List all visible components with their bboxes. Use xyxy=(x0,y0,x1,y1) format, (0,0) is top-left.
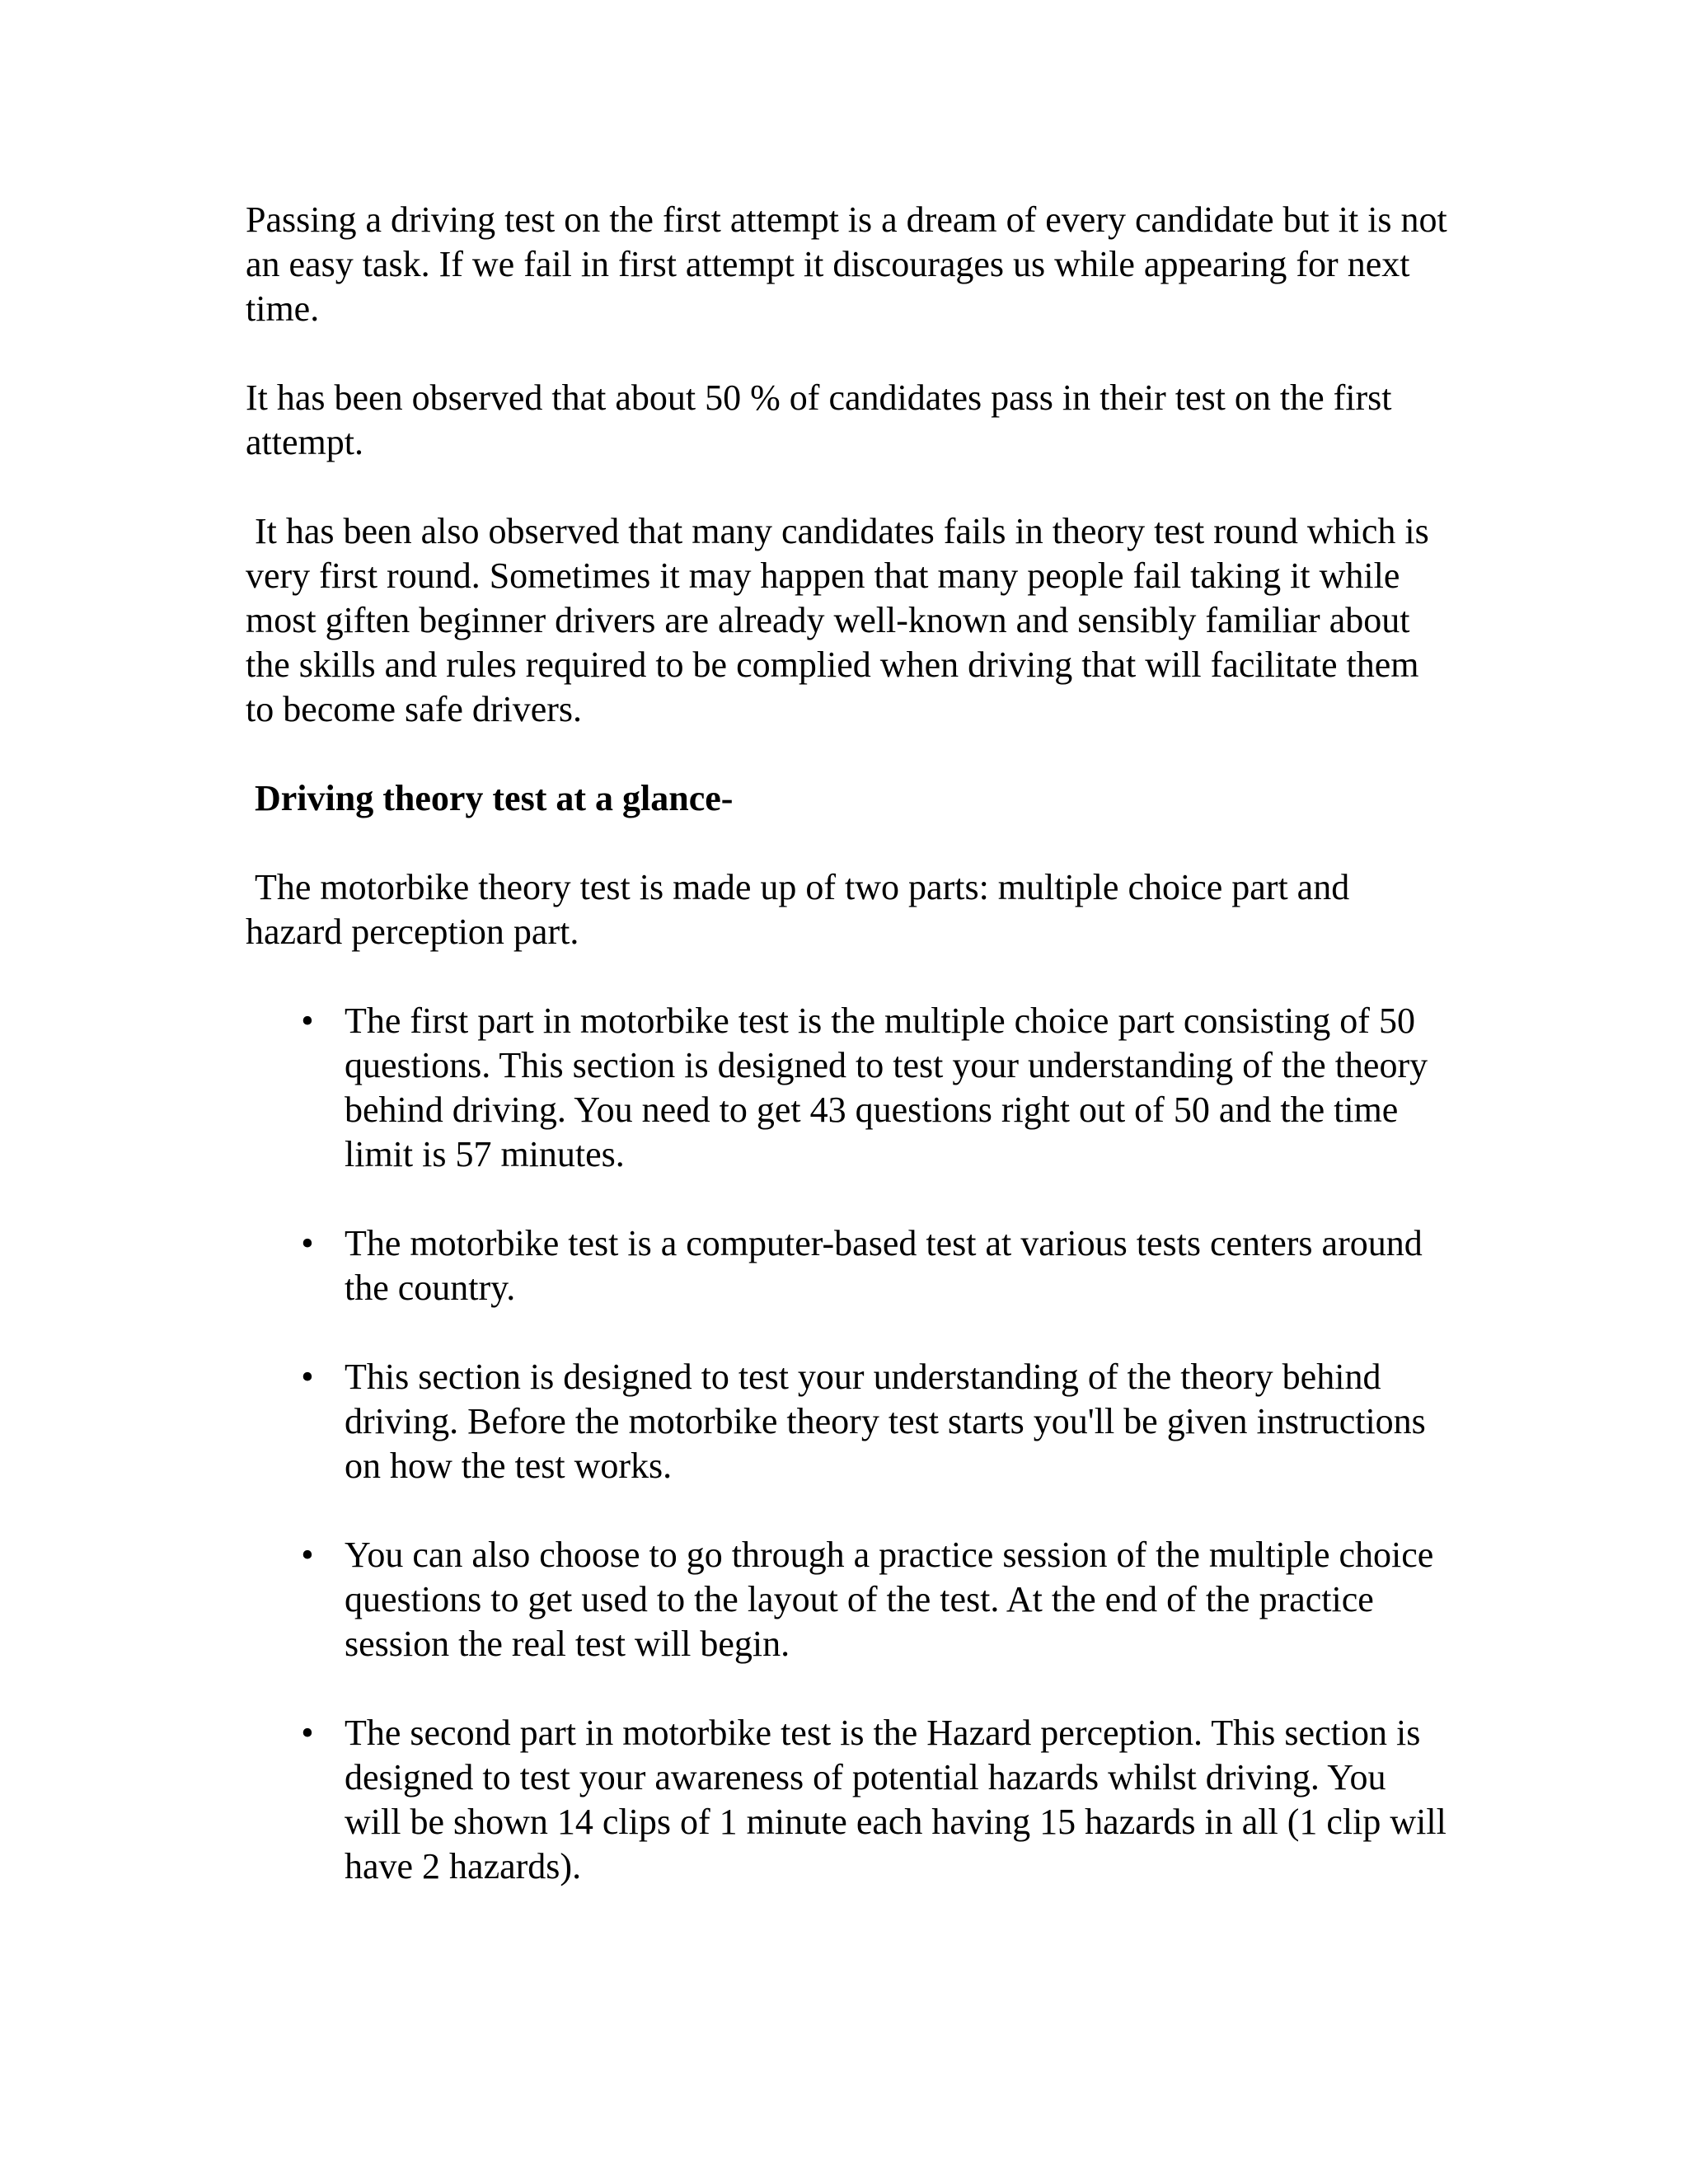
list-item-text: This section is designed to test your understanding of the theory behind driving. Before the motorbike theory test starts you'll be given instructions on how the test works. xyxy=(345,1357,1426,1486)
document-body xyxy=(246,198,1456,1889)
list-item-text: You can also choose to go through a practice session of the multiple choice questions to get used to the layout of the test. At the end of the practice session the real test will begin. xyxy=(345,1535,1434,1664)
list-item-text: The motorbike test is a computer-based test at various tests centers around the country. xyxy=(345,1223,1423,1308)
bullet-icon: • xyxy=(301,1535,314,1575)
paragraph-theory-round: It has been also observed that many candidates fails in theory test round which is very first round. Sometimes it may happen that many people fail taking it while most giften beginner drivers are already well-known and sensibly familiar about the skills and rules required to be complied when driving that will facilitate them to become safe drivers. xyxy=(246,511,1438,729)
list-item xyxy=(246,1711,1449,1889)
bullet-icon: • xyxy=(301,1223,314,1263)
bullet-icon: • xyxy=(301,1713,314,1753)
list-item-text: The first part in motorbike test is the multiple choice part consisting of 50 questions. This section is designed to test your understanding of the theory behind driving. You need to get 43 questions right out of 50 and the time limit is 57 minutes. xyxy=(345,1001,1428,1174)
paragraph-intro-first-attempt: Passing a driving test on the first attempt is a dream of every candidate but it is not an easy task. If we fail in first attempt it discourages us while appearing for next time. xyxy=(246,199,1456,329)
list-item xyxy=(246,999,1449,1177)
list-item-text: The second part in motorbike test is the Hazard perception. This section is designed to test your awareness of potential hazards whilst driving. You will be shown 14 clips of 1 minute each having 15 hazards in all (1 clip will have 2 hazards). xyxy=(345,1713,1447,1886)
paragraph-test-parts: The motorbike theory test is made up of two parts: multiple choice part and hazard perception part. xyxy=(246,867,1359,952)
section-heading: Driving theory test at a glance- xyxy=(246,778,734,818)
bullet-icon: • xyxy=(301,1001,314,1041)
paragraph-pass-rate: It has been observed that about 50 % of candidates pass in their test on the first attempt. xyxy=(246,377,1401,462)
list-item xyxy=(246,1533,1449,1666)
bullet-list xyxy=(246,999,1449,1889)
bullet-icon: • xyxy=(301,1357,314,1397)
list-item xyxy=(246,1221,1449,1310)
list-item xyxy=(246,1355,1449,1488)
